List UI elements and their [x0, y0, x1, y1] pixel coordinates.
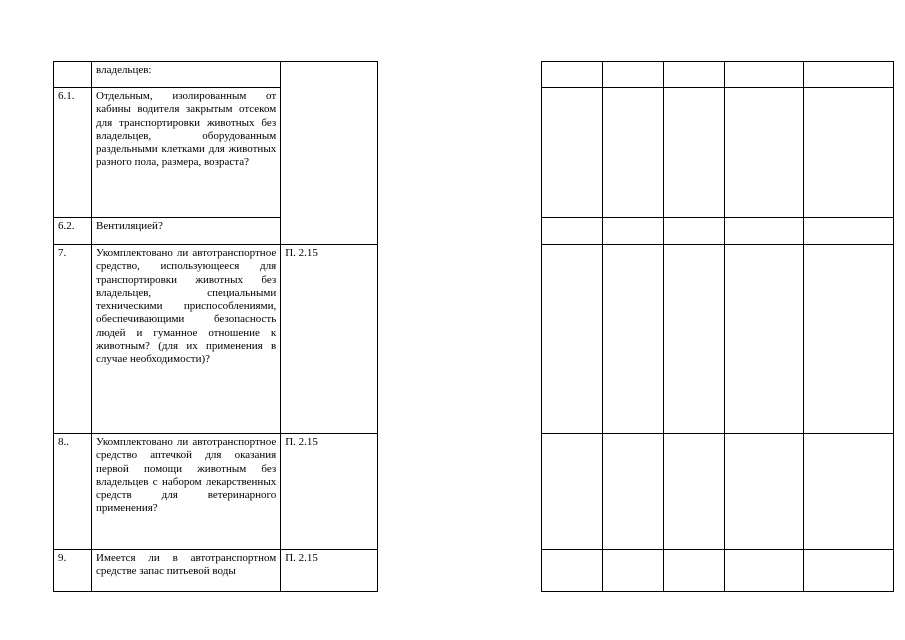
grid-cell [804, 88, 894, 218]
grid-cell [804, 434, 894, 550]
row-number: 6.2. [54, 218, 92, 245]
row-number: 8.. [54, 434, 92, 550]
table-row [542, 218, 894, 245]
row-number: 6.1. [54, 88, 92, 218]
question-text: Имеется ли в автотранспортном средстве запас питьевой воды [92, 550, 281, 592]
row-number [54, 62, 92, 88]
question-text: Укомплектовано ли автотранспортное средство, использующееся для транспортировки животных без владельцев, специальными техническими приспособлениями, обеспечивающими безопасность людей и гуманное отношение к животным? (для их применения в случае необходимости)? [92, 245, 281, 434]
reference-cell: П. 2.15 [281, 434, 378, 550]
table-row [54, 245, 378, 434]
grid-cell [725, 245, 804, 434]
grid-cell [725, 550, 804, 592]
reference-cell: П. 2.15 [281, 245, 378, 434]
grid-cell [804, 245, 894, 434]
table-row [542, 550, 894, 592]
grid-cell [603, 550, 664, 592]
question-text: Укомплектовано ли автотранспортное средство аптечкой для оказания первой помощи животным без владельцев с набором лекарственных средств для ветеринарного применения? [92, 434, 281, 550]
grid-cell [542, 62, 603, 88]
table-row [542, 62, 894, 88]
grid-cell [542, 434, 603, 550]
grid-cell [664, 245, 725, 434]
table-row [542, 245, 894, 434]
grid-cell [664, 88, 725, 218]
grid-cell [664, 218, 725, 245]
grid-cell [664, 62, 725, 88]
grid-cell [603, 62, 664, 88]
grid-cell [542, 88, 603, 218]
grid-cell [804, 218, 894, 245]
grid-cell [664, 434, 725, 550]
grid-cell [542, 218, 603, 245]
checklist-table [53, 61, 378, 592]
grid-cell [603, 218, 664, 245]
grid-cell [542, 550, 603, 592]
table-row [542, 434, 894, 550]
row-number: 9. [54, 550, 92, 592]
grid-cell [725, 88, 804, 218]
grid-cell [804, 62, 894, 88]
reference-cell: П. 2.15 [281, 550, 378, 592]
grid-cell [725, 434, 804, 550]
row-number: 7. [54, 245, 92, 434]
grid-cell [603, 88, 664, 218]
grid-cell [603, 245, 664, 434]
table-row [54, 434, 378, 550]
grid-cell [542, 245, 603, 434]
question-text: Вентиляцией? [92, 218, 281, 245]
question-text: Отдельным, изолированным от кабины водителя закрытым отсеком для транспортировки животных без владельцев, оборудованным раздельными клетками для животных разного пола, размера, возраста? [92, 88, 281, 218]
grid-cell [804, 550, 894, 592]
response-grid [541, 61, 894, 592]
grid-cell [664, 550, 725, 592]
grid-cell [725, 218, 804, 245]
grid-cell [603, 434, 664, 550]
table-row [542, 88, 894, 218]
question-text: владельцев: [92, 62, 281, 88]
table-row [54, 550, 378, 592]
grid-cell [725, 62, 804, 88]
table-row [54, 62, 378, 88]
reference-cell [281, 62, 378, 245]
